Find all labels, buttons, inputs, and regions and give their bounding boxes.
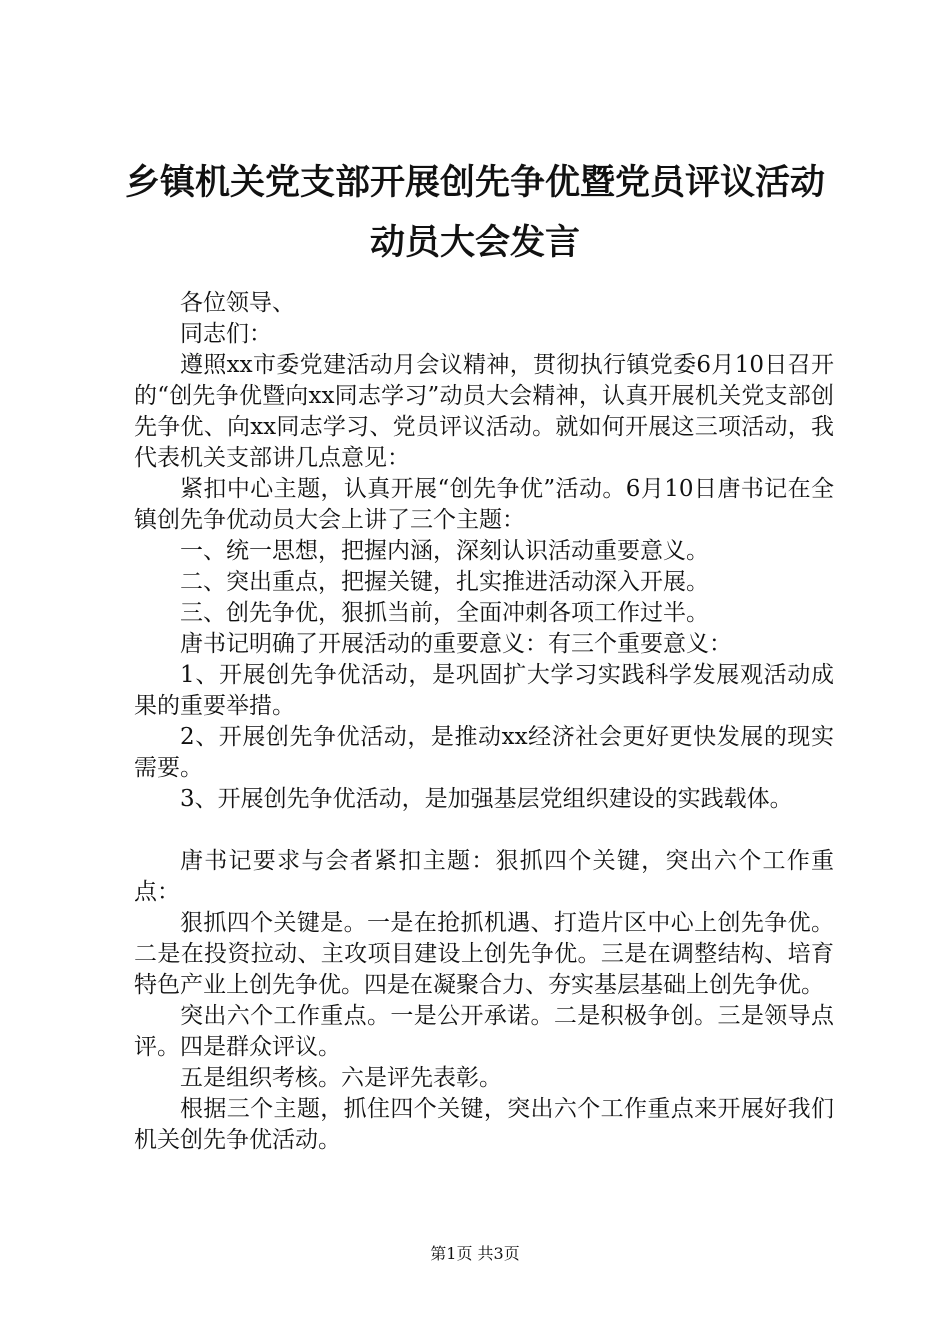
document-title-line-2: 动员大会发言 bbox=[369, 223, 580, 263]
salutation-leaders: 各位领导、 bbox=[180, 290, 295, 316]
paragraph-requirements: 唐书记要求与会者紧扣主题：狠抓四个关键，突出六个工作重点： bbox=[134, 848, 834, 905]
list-item-significance-2: 2、开展创先争优活动，是推动xx经济社会更好更快发展的现实需要。 bbox=[134, 724, 834, 781]
list-item-significance-1: 1、开展创先争优活动，是巩固扩大学习实践科学发展观活动成果的重要举措。 bbox=[134, 662, 834, 719]
document-title-line-1: 乡镇机关党支部开展创先争优暨党员评议活动 bbox=[124, 163, 825, 203]
paragraph-four-keys: 狠抓四个关键是。一是在抢抓机遇、打造片区中心上创先争优。二是在投资拉动、主攻项目建设上创先争优。三是在调整结构、培育特色产业上创先争优。四是在凝聚合力、夯实基层基础上创先争优。 bbox=[134, 910, 834, 998]
list-item-significance-3: 3、开展创先争优活动，是加强基层党组织建设的实践载体。 bbox=[180, 786, 793, 812]
paragraph-intro: 遵照xx市委党建活动月会议精神，贯彻执行镇党委6月10日召开的“创先争优暨向xx同志学习”动员大会精神，认真开展机关党支部创先争优、向xx同志学习、党员评议活动。就如何开展这三项活动，我代表机关支部讲几点意见： bbox=[134, 352, 834, 471]
page-number-footer: 第1页 共3页 bbox=[430, 1244, 520, 1263]
list-item-theme-2: 二、突出重点，把握关键，扎实推进活动深入开展。 bbox=[180, 569, 709, 595]
list-item-theme-3: 三、创先争优，狠抓当前，全面冲刺各项工作过半。 bbox=[180, 600, 709, 626]
paragraph-main-theme: 紧扣中心主题，认真开展“创先争优”活动。6月10日唐书记在全镇创先争优动员大会上讲了三个主题： bbox=[134, 476, 834, 533]
salutation-comrades: 同志们： bbox=[180, 321, 272, 347]
list-item-theme-1: 一、统一思想，把握内涵，深刻认识活动重要意义。 bbox=[180, 538, 709, 564]
paragraph-six-focuses: 突出六个工作重点。一是公开承诺。二是积极争创。三是领导点评。四是群众评议。 bbox=[134, 1003, 834, 1060]
paragraph-conclusion: 根据三个主题，抓住四个关键，突出六个工作重点来开展好我们机关创先争优活动。 bbox=[134, 1096, 834, 1153]
paragraph-significance: 唐书记明确了开展活动的重要意义：有三个重要意义： bbox=[180, 631, 732, 657]
paragraph-six-focuses-cont: 五是组织考核。六是评先表彰。 bbox=[180, 1065, 502, 1091]
document-body bbox=[134, 288, 834, 1156]
